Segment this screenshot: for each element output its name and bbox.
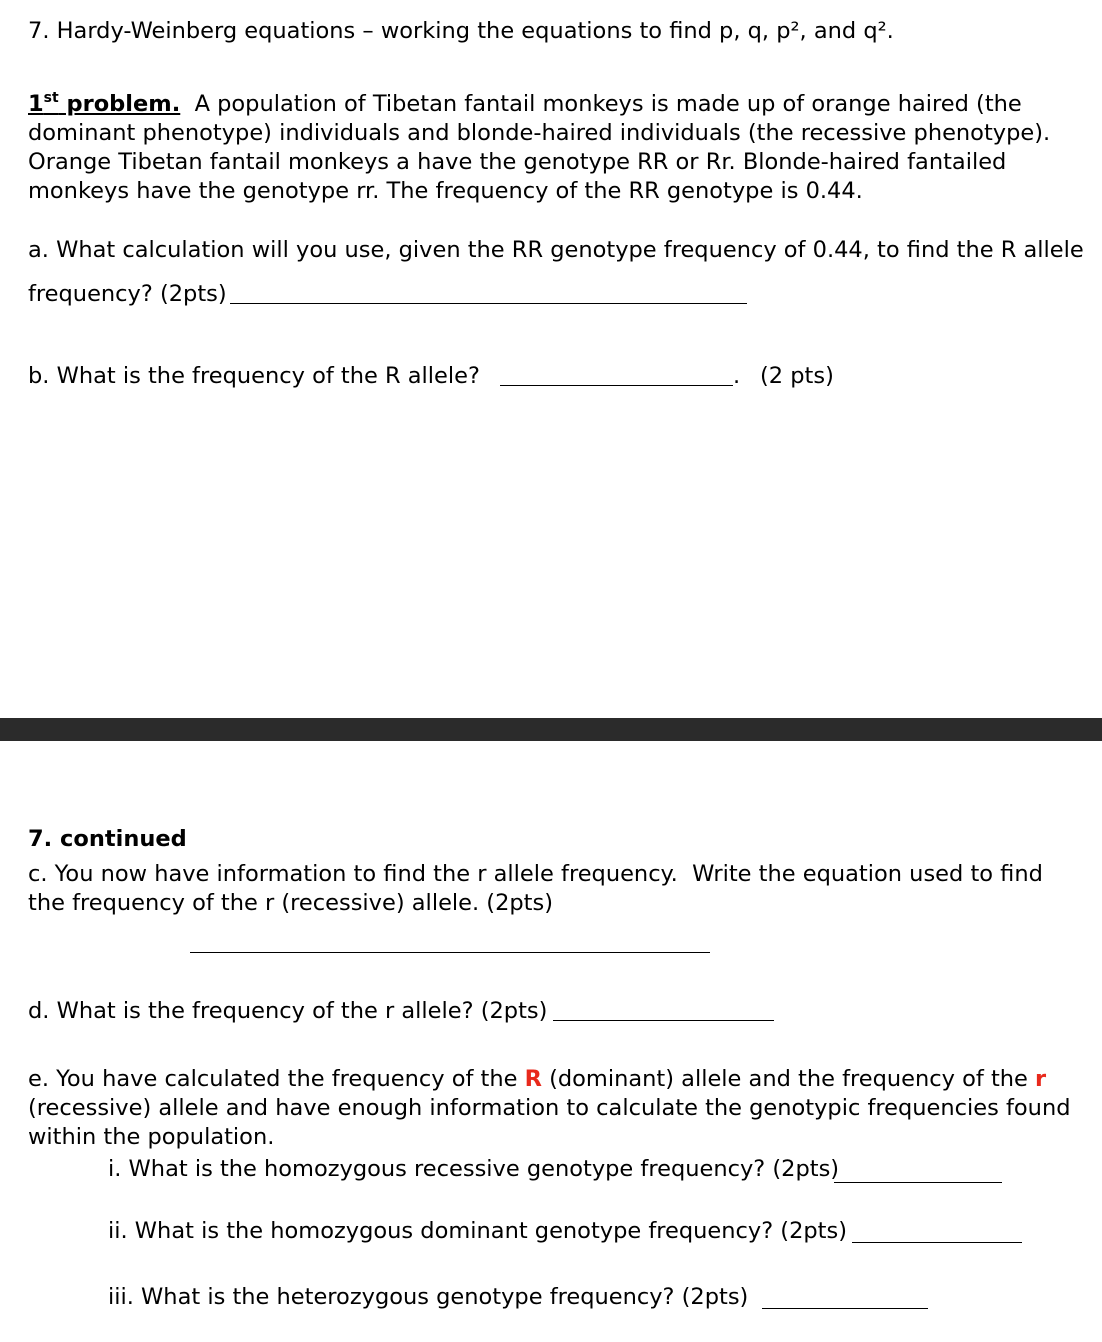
question-b-text: b. What is the frequency of the R allele?: [28, 363, 480, 389]
problem-text-3: Orange Tibetan fantail monkeys a have the genotype RR or Rr. Blonde-haired fantailed: [28, 149, 1007, 175]
sub-question-i: i. What is the homozygous recessive genotype frequency? (2pts): [108, 1156, 840, 1182]
problem-text-1: A population of Tibetan fantail monkeys is made up of orange haired (the: [180, 91, 1022, 117]
question-e-text-mid: (dominant) allele and the frequency of the: [541, 1066, 1036, 1092]
answer-blank-iii[interactable]: [762, 1308, 928, 1309]
problem-text-4: monkeys have the genotype rr. The frequency of the RR genotype is 0.44.: [28, 178, 863, 204]
continued-heading: 7. continued: [28, 826, 187, 852]
recessive-allele-label: r: [1035, 1066, 1047, 1092]
question-b-points: (2 pts): [760, 363, 834, 389]
problem-label: [28, 91, 180, 117]
page-divider: [0, 718, 1102, 741]
sub-question-ii: ii. What is the homozygous dominant genotype frequency? (2pts): [108, 1218, 848, 1244]
question-d-text: d. What is the frequency of the r allele? (2pts): [28, 998, 548, 1024]
problem-label-superscript: st: [43, 90, 59, 106]
question-e-line-1: [28, 1065, 1070, 1094]
question-a-text: a. What calculation will you use, given the RR genotype frequency of 0.44, to find the R allele: [28, 237, 1084, 263]
answer-blank-i[interactable]: [834, 1182, 1002, 1183]
problem-text-2: dominant phenotype) individuals and blonde-haired individuals (the recessive phenotype).: [28, 120, 1051, 146]
question-e-text-3: within the population.: [28, 1124, 275, 1150]
problem-label-text: problem.: [58, 91, 181, 117]
question-c: [28, 860, 1043, 918]
answer-blank-b[interactable]: [500, 385, 733, 386]
question-c-text-2: the frequency of the r (recessive) allele. (2pts): [28, 890, 554, 916]
problem-statement: [28, 84, 1050, 206]
question-e: [28, 1065, 1070, 1152]
answer-blank-c[interactable]: [190, 952, 710, 953]
problem-line-1: [28, 84, 1050, 119]
question-e-text-pre: e. You have calculated the frequency of the: [28, 1066, 525, 1092]
question-c-text: c. You now have information to find the r allele frequency. Write the equation used to find: [28, 861, 1043, 887]
answer-blank-ii[interactable]: [852, 1242, 1022, 1243]
question-a-text-2: frequency? (2pts): [28, 281, 227, 307]
question-b-period: .: [733, 363, 741, 389]
page-title: 7. Hardy-Weinberg equations – working the equations to find p, q, p², and q².: [28, 18, 894, 44]
problem-label-number: 1: [28, 91, 44, 117]
answer-blank-a[interactable]: [230, 303, 747, 304]
answer-blank-d[interactable]: [553, 1020, 774, 1021]
sub-question-iii: iii. What is the heterozygous genotype frequency? (2pts): [108, 1284, 749, 1310]
dominant-allele-label: R: [524, 1066, 542, 1092]
question-e-text-2: (recessive) allele and have enough information to calculate the genotypic frequencies found: [28, 1095, 1071, 1121]
